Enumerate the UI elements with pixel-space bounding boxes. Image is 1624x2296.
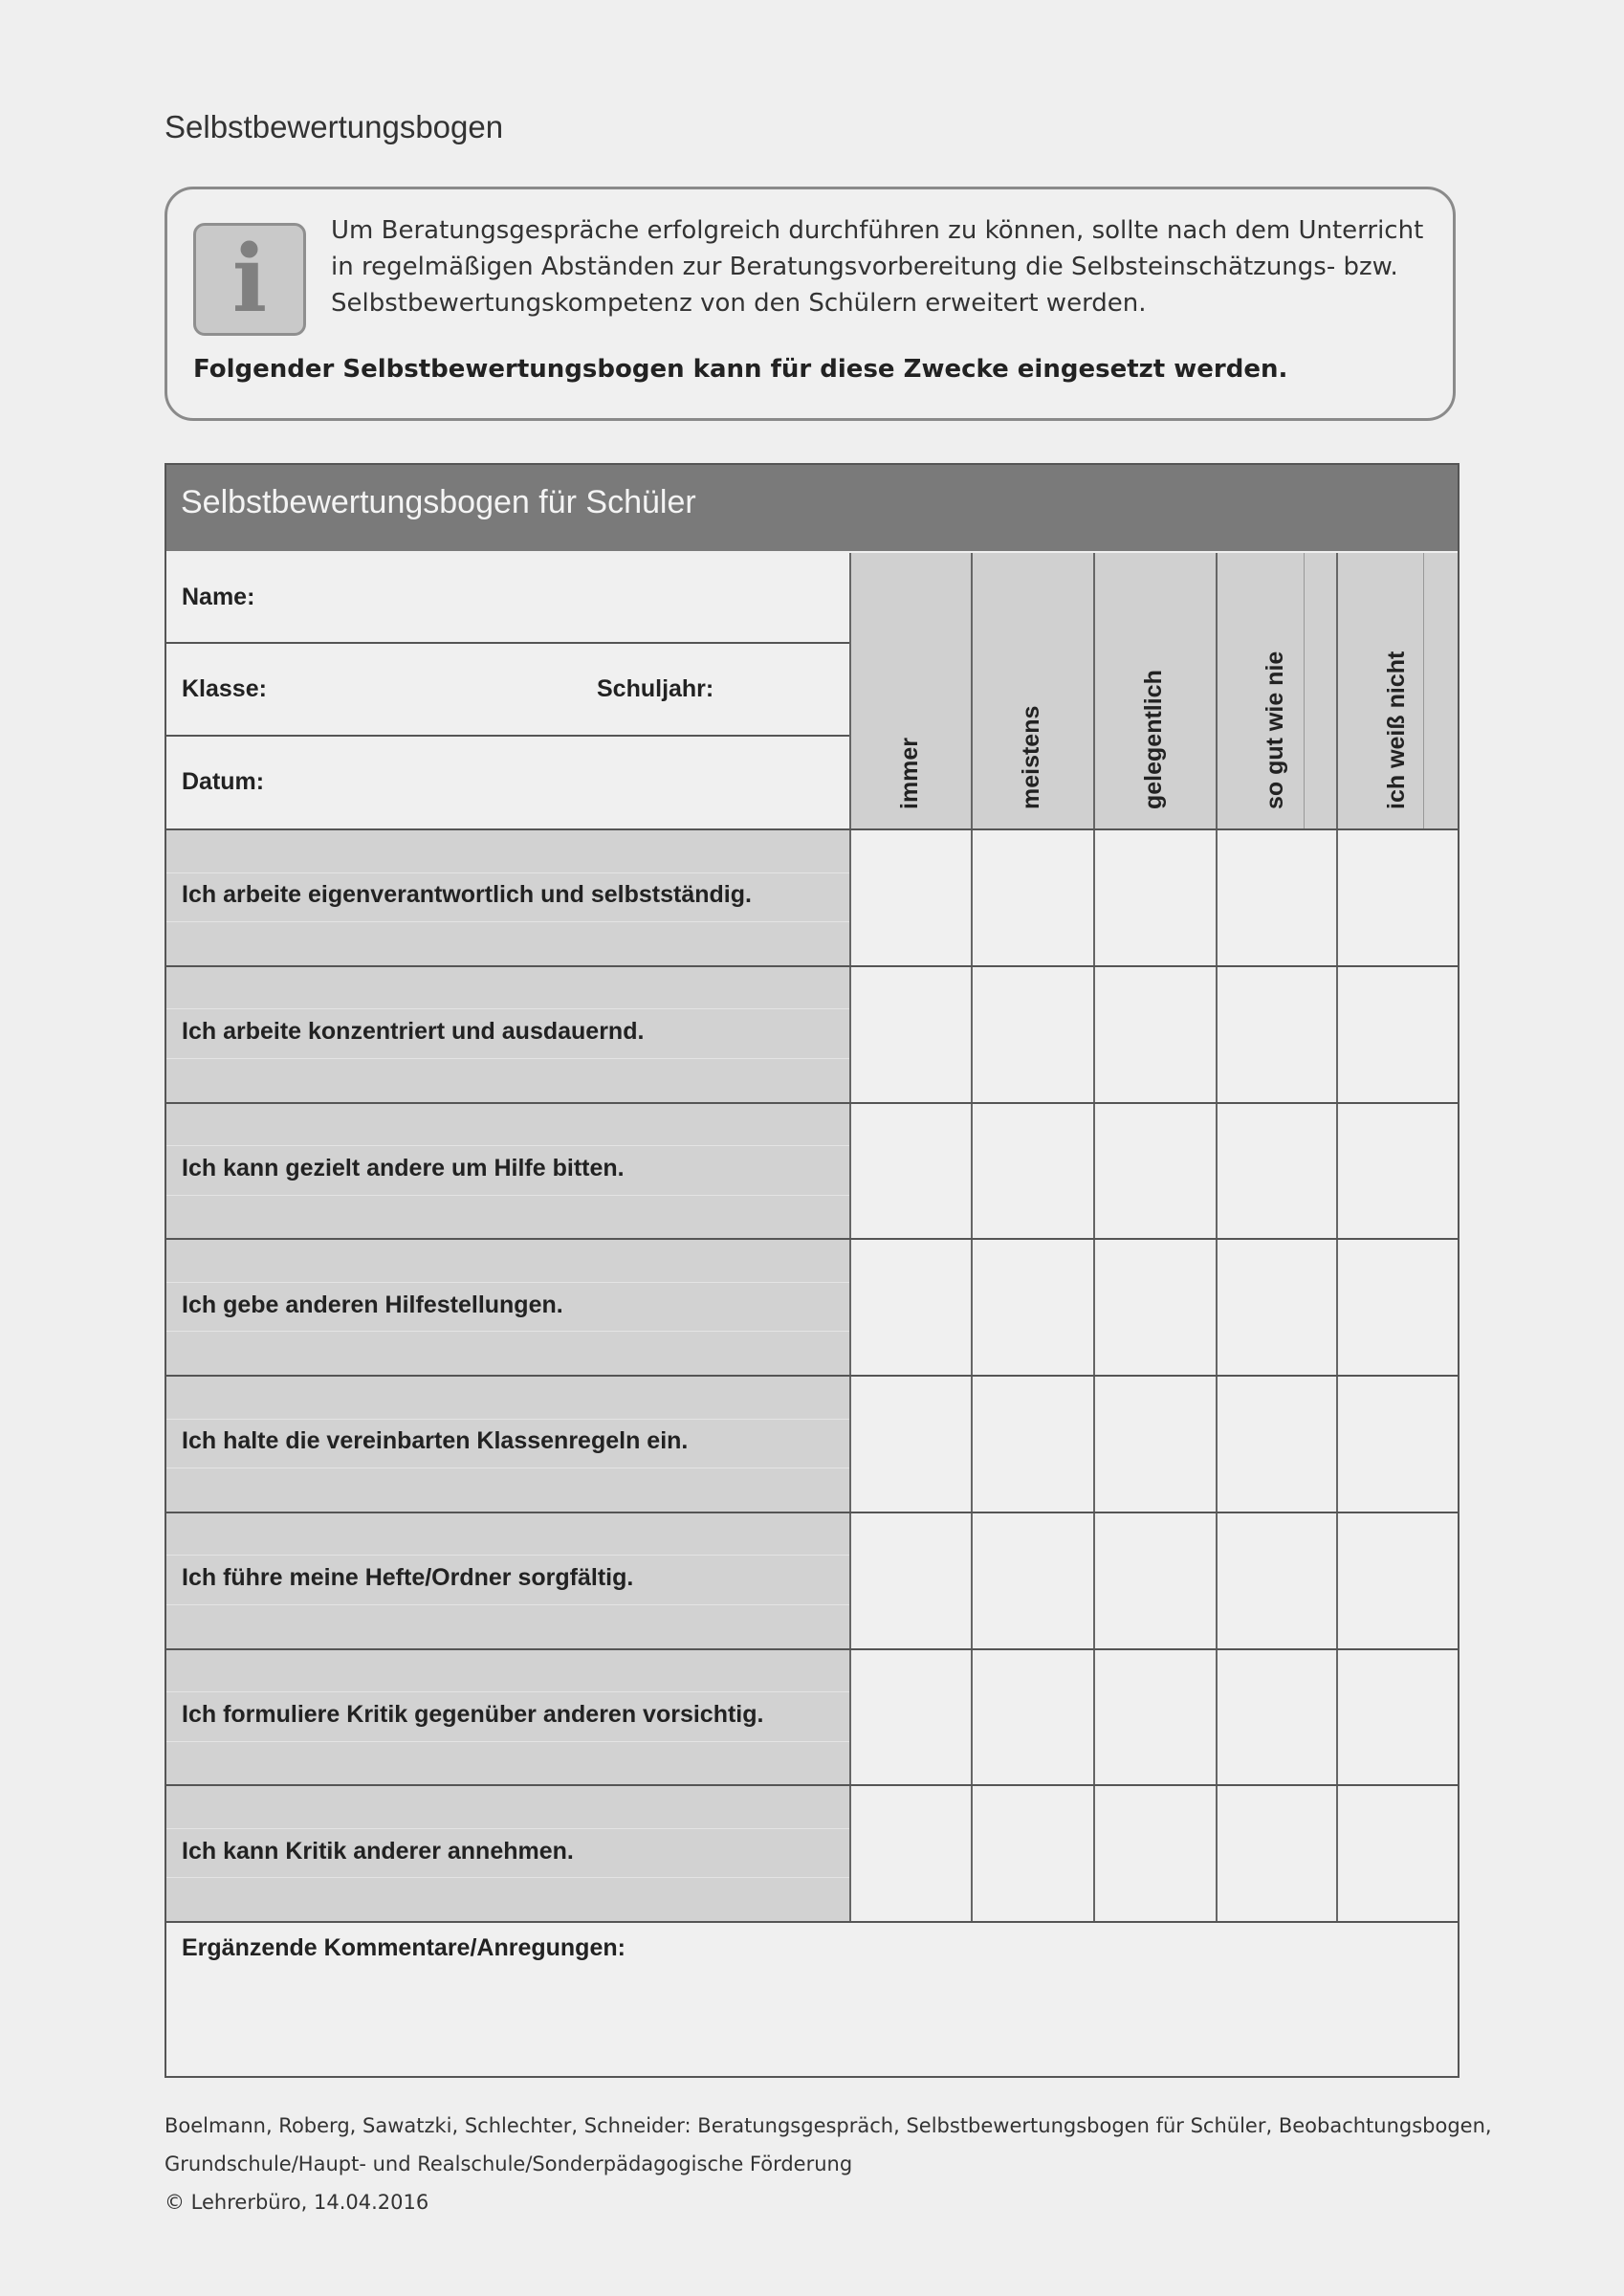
row-guide-line bbox=[166, 1555, 849, 1556]
row-guide-line bbox=[166, 1828, 849, 1829]
rating-cell[interactable] bbox=[973, 830, 1093, 965]
info-bold-line: Folgender Selbstbewertungsbogen kann für diese Zwecke eingesetzt werden. bbox=[193, 355, 1288, 384]
statement-label: Ich kann Kritik anderer annehmen. bbox=[182, 1837, 574, 1865]
rating-cell[interactable] bbox=[1095, 1104, 1216, 1239]
rating-cell[interactable] bbox=[1338, 967, 1458, 1102]
rating-cell[interactable] bbox=[1095, 1377, 1216, 1512]
rating-cell[interactable] bbox=[973, 1786, 1093, 1921]
column-label: gelegentlich bbox=[1140, 670, 1167, 809]
rating-cell[interactable] bbox=[1095, 1650, 1216, 1785]
column-label: meistens bbox=[1018, 705, 1044, 809]
info-line-3: Selbstbewertungskompetenz von den Schülern erweitert werden. bbox=[331, 289, 1147, 318]
statement-label: Ich arbeite eigenverantwortlich und selbstständig. bbox=[182, 881, 752, 909]
row-guide-line bbox=[166, 1691, 849, 1692]
grid-line bbox=[1423, 553, 1424, 828]
rating-cell[interactable] bbox=[851, 1377, 971, 1512]
statement-label: Ich formuliere Kritik gegenüber anderen vorsichtig. bbox=[182, 1700, 764, 1728]
row-guide-line bbox=[166, 1877, 849, 1878]
grid-line bbox=[1304, 553, 1305, 828]
divider bbox=[166, 735, 849, 737]
rating-cell[interactable] bbox=[1338, 1513, 1458, 1648]
rating-cell[interactable] bbox=[1338, 1650, 1458, 1785]
rating-cell[interactable] bbox=[1218, 830, 1336, 965]
rating-cell[interactable] bbox=[851, 1104, 971, 1239]
statement-label: Ich gebe anderen Hilfestellungen. bbox=[182, 1291, 563, 1318]
statement-label: Ich halte die vereinbarten Klassenregeln ein. bbox=[182, 1427, 689, 1455]
rating-cell[interactable] bbox=[973, 1513, 1093, 1648]
rating-cell[interactable] bbox=[973, 1240, 1093, 1375]
row-guide-line bbox=[166, 1008, 849, 1009]
rating-cell[interactable] bbox=[1338, 830, 1458, 965]
rating-cell[interactable] bbox=[1218, 1786, 1336, 1921]
klasse-field-label: Klasse: bbox=[182, 675, 267, 702]
row-guide-line bbox=[166, 1195, 849, 1196]
rating-cell[interactable] bbox=[851, 830, 971, 965]
rating-cell[interactable] bbox=[1218, 1104, 1336, 1239]
datum-field-label: Datum: bbox=[182, 768, 265, 795]
rating-cell[interactable] bbox=[851, 1513, 971, 1648]
rating-cell[interactable] bbox=[851, 1240, 971, 1375]
footer-line-1: Boelmann, Roberg, Sawatzki, Schlechter, Schneider: Beratungsgespräch, Selbstbewertungsbogen für Schüler, Beobachtungsbogen, bbox=[165, 2114, 1492, 2137]
rating-cell[interactable] bbox=[1338, 1377, 1458, 1512]
column-label: immer bbox=[895, 737, 923, 809]
row-guide-line bbox=[166, 1282, 849, 1283]
rating-cell[interactable] bbox=[1218, 1650, 1336, 1785]
column-label: so gut wie nie bbox=[1262, 651, 1288, 809]
row-guide-line bbox=[166, 872, 849, 873]
divider bbox=[166, 1921, 1458, 1923]
name-field-label: Name: bbox=[182, 584, 255, 610]
statement-label: Ich kann gezielt andere um Hilfe bitten. bbox=[182, 1154, 625, 1181]
info-line-1: Um Beratungsgespräche erfolgreich durchführen zu können, sollte nach dem Unterricht bbox=[331, 216, 1424, 245]
info-line-2: in regelmäßigen Abständen zur Beratungsvorbereitung die Selbsteinschätzungs- bzw. bbox=[331, 253, 1398, 281]
row-guide-line bbox=[166, 1145, 849, 1146]
form-title: Selbstbewertungsbogen für Schüler bbox=[181, 484, 696, 520]
statement-label: Ich arbeite konzentriert und ausdauernd. bbox=[182, 1018, 645, 1046]
info-icon: i bbox=[193, 223, 306, 336]
row-guide-line bbox=[166, 921, 849, 922]
rating-cell[interactable] bbox=[1095, 1240, 1216, 1375]
schuljahr-field-label: Schuljahr: bbox=[597, 675, 714, 702]
rating-cell[interactable] bbox=[1218, 967, 1336, 1102]
rating-cell[interactable] bbox=[1218, 1240, 1336, 1375]
row-guide-line bbox=[166, 1741, 849, 1742]
rating-cell[interactable] bbox=[1338, 1104, 1458, 1239]
comments-label: Ergänzende Kommentare/Anregungen: bbox=[182, 1934, 625, 1961]
row-guide-line bbox=[166, 1331, 849, 1332]
rating-cell[interactable] bbox=[973, 967, 1093, 1102]
rating-cell[interactable] bbox=[1095, 1786, 1216, 1921]
column-label: ich weiß nicht bbox=[1382, 651, 1410, 809]
rating-cell[interactable] bbox=[1218, 1513, 1336, 1648]
footer-line-2: Grundschule/Haupt- und Realschule/Sonderpädagogische Förderung bbox=[165, 2152, 853, 2175]
footer-line-3: © Lehrerbüro, 14.04.2016 bbox=[165, 2191, 429, 2214]
row-guide-line bbox=[166, 1419, 849, 1420]
rating-cell[interactable] bbox=[973, 1104, 1093, 1239]
row-guide-line bbox=[166, 1058, 849, 1059]
rating-cell[interactable] bbox=[1218, 1377, 1336, 1512]
document-title: Selbstbewertungsbogen bbox=[165, 109, 504, 144]
rating-cell[interactable] bbox=[851, 1650, 971, 1785]
rating-cell[interactable] bbox=[851, 967, 971, 1102]
rating-cell[interactable] bbox=[1338, 1786, 1458, 1921]
rating-cell[interactable] bbox=[973, 1377, 1093, 1512]
rating-cell[interactable] bbox=[1095, 830, 1216, 965]
statement-label: Ich führe meine Hefte/Ordner sorgfältig. bbox=[182, 1564, 634, 1592]
info-text bbox=[331, 212, 1431, 321]
rating-cell[interactable] bbox=[851, 1786, 971, 1921]
row-guide-line bbox=[166, 1604, 849, 1605]
rating-cell[interactable] bbox=[973, 1650, 1093, 1785]
divider bbox=[166, 642, 849, 644]
rating-cell[interactable] bbox=[1095, 1513, 1216, 1648]
rating-cell[interactable] bbox=[1338, 1240, 1458, 1375]
rating-cell[interactable] bbox=[1095, 967, 1216, 1102]
